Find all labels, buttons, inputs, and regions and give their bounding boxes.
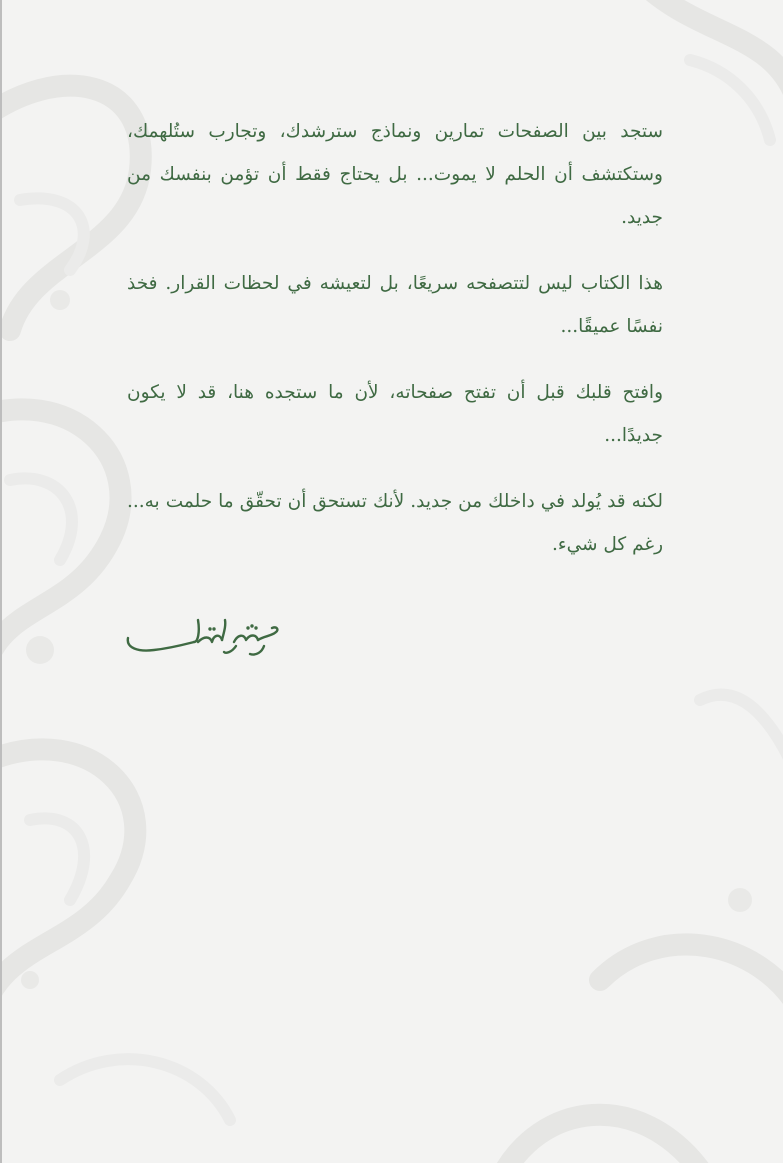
paragraph-3: وافتح قلبك قبل أن تفتح صفحاته، لأن ما ستجده هنا، قد لا يكون جديدًا... (127, 382, 663, 446)
paragraph-4: لكنه قد يُولد في داخلك من جديد. لأنك تستحق أن تحقّق ما حلمت به... رغم كل شيء. (127, 491, 663, 555)
author-signature (124, 612, 284, 662)
paragraph-2: هذا الكتاب ليس لتتصفحه سريعًا، بل لتعيشه في لحظات القرار. فخذ نفسًا عميقًا... (127, 273, 663, 337)
paragraph-1: ستجد بين الصفحات تمارين ونماذج سترشدك، وتجارب ستُلهمك، وستكتشف أن الحلم لا يموت... بل يحتاج فقط أن تؤمن بنفسك من جديد. (127, 121, 663, 228)
page-left-edge (0, 0, 2, 1163)
